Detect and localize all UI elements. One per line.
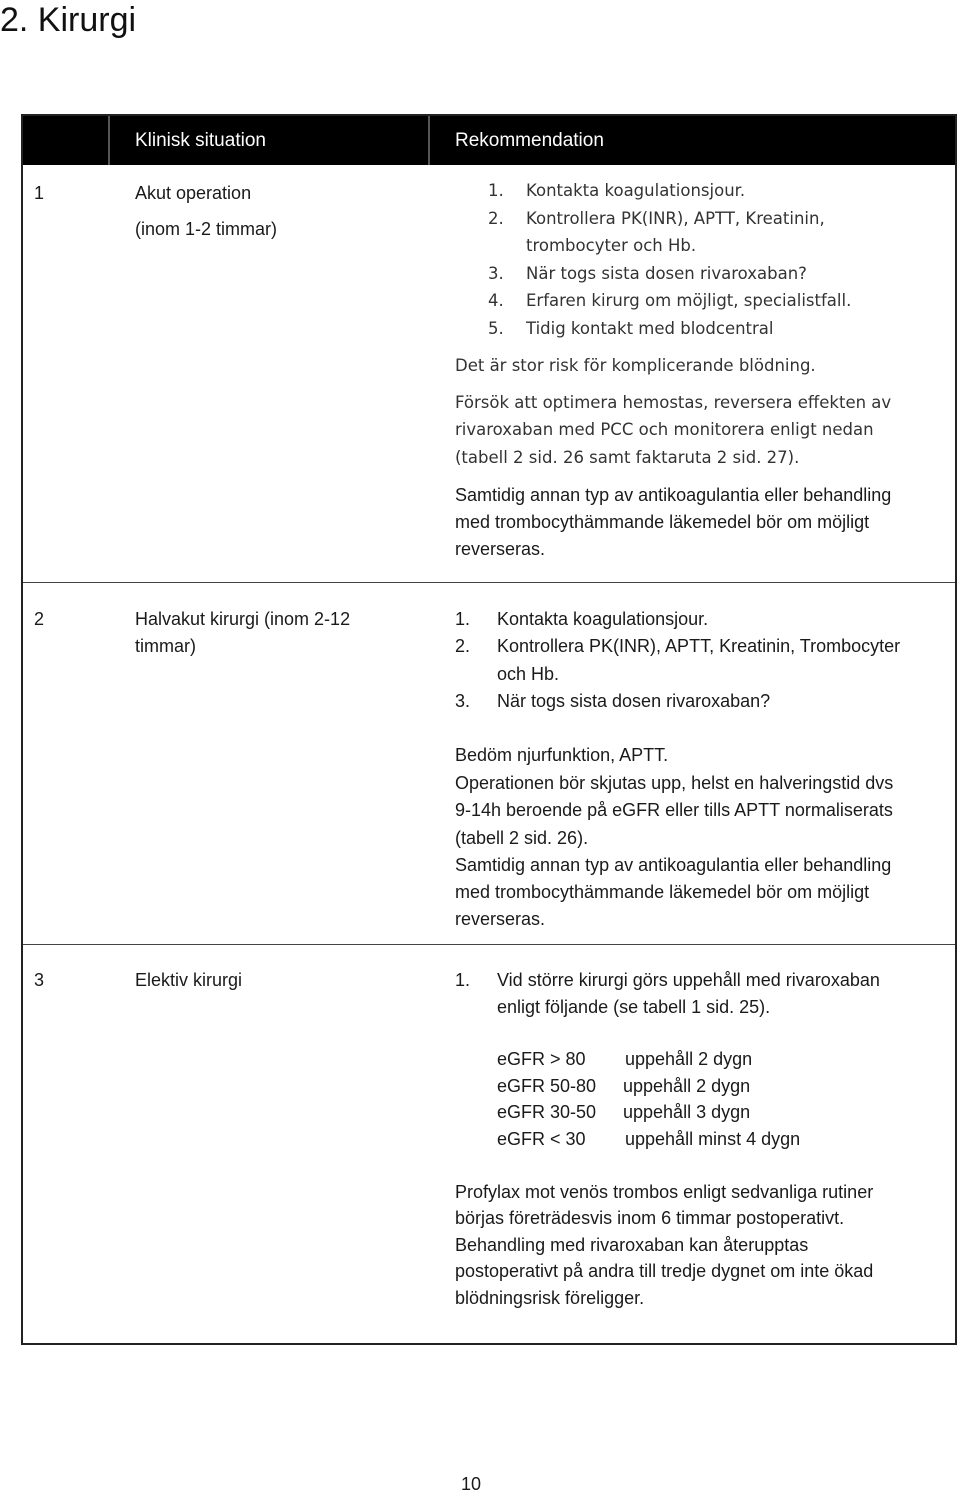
step-text: Kontrollera PK(INR), APTT, Kreatinin,	[526, 209, 825, 228]
step-text: trombocyter och Hb.	[526, 236, 697, 255]
step-number: 1.	[455, 609, 471, 629]
recommendation-text: Operationen bör skjutas upp, helst en halveringstid dvs	[455, 773, 894, 793]
recommendation-text: Bedöm njurfunktion, APTT.	[455, 745, 669, 765]
step-number: 1.	[488, 181, 504, 200]
recommendation-text: blödningsrisk föreligger.	[455, 1288, 645, 1308]
step-number: 3.	[455, 691, 471, 711]
step-number: 4.	[488, 291, 504, 310]
row-divider	[23, 944, 955, 945]
egfr-pause: uppehåll 2 dygn	[623, 1076, 751, 1096]
step-text: Kontakta koagulationsjour.	[526, 181, 746, 200]
situation-label: Akut operation	[135, 183, 252, 203]
egfr-level: eGFR > 80	[497, 1049, 586, 1069]
recommendation-text: Samtidig annan typ av antikoagulantia eller behandling	[455, 485, 892, 505]
step-text: Tidig kontakt med blodcentral	[526, 319, 774, 338]
recommendation-text: Behandling med rivaroxaban kan återupptas	[455, 1235, 809, 1255]
step-text: Kontrollera PK(INR), APTT, Kreatinin, Trombocyter	[497, 636, 901, 656]
step-text: enligt följande (se tabell 1 sid. 25).	[497, 997, 771, 1017]
step-text: Vid större kirurgi görs uppehåll med rivaroxaban	[497, 970, 880, 990]
column-header-recommendation: Rekommendation	[455, 130, 604, 151]
step-text: och Hb.	[497, 664, 560, 684]
recommendation-text: reverseras.	[455, 909, 546, 929]
recommendation-text: börjas företrädesvis inom 6 timmar postoperativt.	[455, 1208, 845, 1228]
situation-label: (inom 1-2 timmar)	[135, 219, 278, 239]
recommendation-text: Försök att optimera hemostas, reversera effekten av	[455, 393, 892, 412]
step-number: 1.	[455, 970, 471, 990]
step-text: När togs sista dosen rivaroxaban?	[526, 264, 807, 283]
situation-label: timmar)	[135, 636, 196, 656]
recommendation-text: Profylax mot venös trombos enligt sedvanliga rutiner	[455, 1182, 874, 1202]
page-number: 10	[461, 1474, 482, 1494]
recommendation-text: Samtidig annan typ av antikoagulantia eller behandling	[455, 855, 892, 875]
surgery-recommendation-table	[21, 114, 957, 1345]
row-number: 1	[34, 183, 45, 203]
recommendation-text: med trombocythämmande läkemedel bör om möjligt	[455, 882, 870, 902]
recommendation-text: (tabell 2 sid. 26 samt faktaruta 2 sid. 27).	[455, 448, 800, 467]
recommendation-text: postoperativt på andra till tredje dygnet om inte ökad	[455, 1261, 874, 1281]
row-divider	[23, 582, 955, 583]
step-text: Erfaren kirurg om möjligt, specialistfall.	[526, 291, 852, 310]
egfr-level: eGFR < 30	[497, 1129, 586, 1149]
situation-label: Elektiv kirurgi	[135, 970, 243, 990]
recommendation-text: 9-14h beroende på eGFR eller tills APTT normaliserats	[455, 800, 893, 820]
row-number: 2	[34, 609, 45, 629]
situation-label: Halvakut kirurgi (inom 2-12	[135, 609, 351, 629]
egfr-level: eGFR 30-50	[497, 1102, 597, 1122]
page-title: 2. Kirurgi	[0, 1, 137, 39]
step-text: När togs sista dosen rivaroxaban?	[497, 691, 771, 711]
egfr-pause: uppehåll 3 dygn	[623, 1102, 751, 1122]
egfr-level: eGFR 50-80	[497, 1076, 597, 1096]
step-number: 3.	[488, 264, 504, 283]
recommendation-text: med trombocythämmande läkemedel bör om möjligt	[455, 512, 870, 532]
step-text: Kontakta koagulationsjour.	[497, 609, 709, 629]
recommendation-text: reverseras.	[455, 539, 546, 559]
header-divider	[428, 116, 430, 165]
row-number: 3	[34, 970, 45, 990]
step-number: 2.	[455, 636, 471, 656]
table-header	[23, 116, 955, 165]
column-header-situation: Klinisk situation	[135, 130, 266, 151]
step-number: 5.	[488, 319, 504, 338]
recommendation-text: rivaroxaban med PCC och monitorera enligt nedan	[455, 420, 874, 439]
header-divider	[108, 116, 110, 165]
recommendation-text: (tabell 2 sid. 26).	[455, 828, 589, 848]
recommendation-text: Det är stor risk för komplicerande blödning.	[455, 356, 816, 375]
step-number: 2.	[488, 209, 504, 228]
egfr-pause: uppehåll minst 4 dygn	[625, 1129, 801, 1149]
egfr-pause: uppehåll 2 dygn	[625, 1049, 753, 1069]
